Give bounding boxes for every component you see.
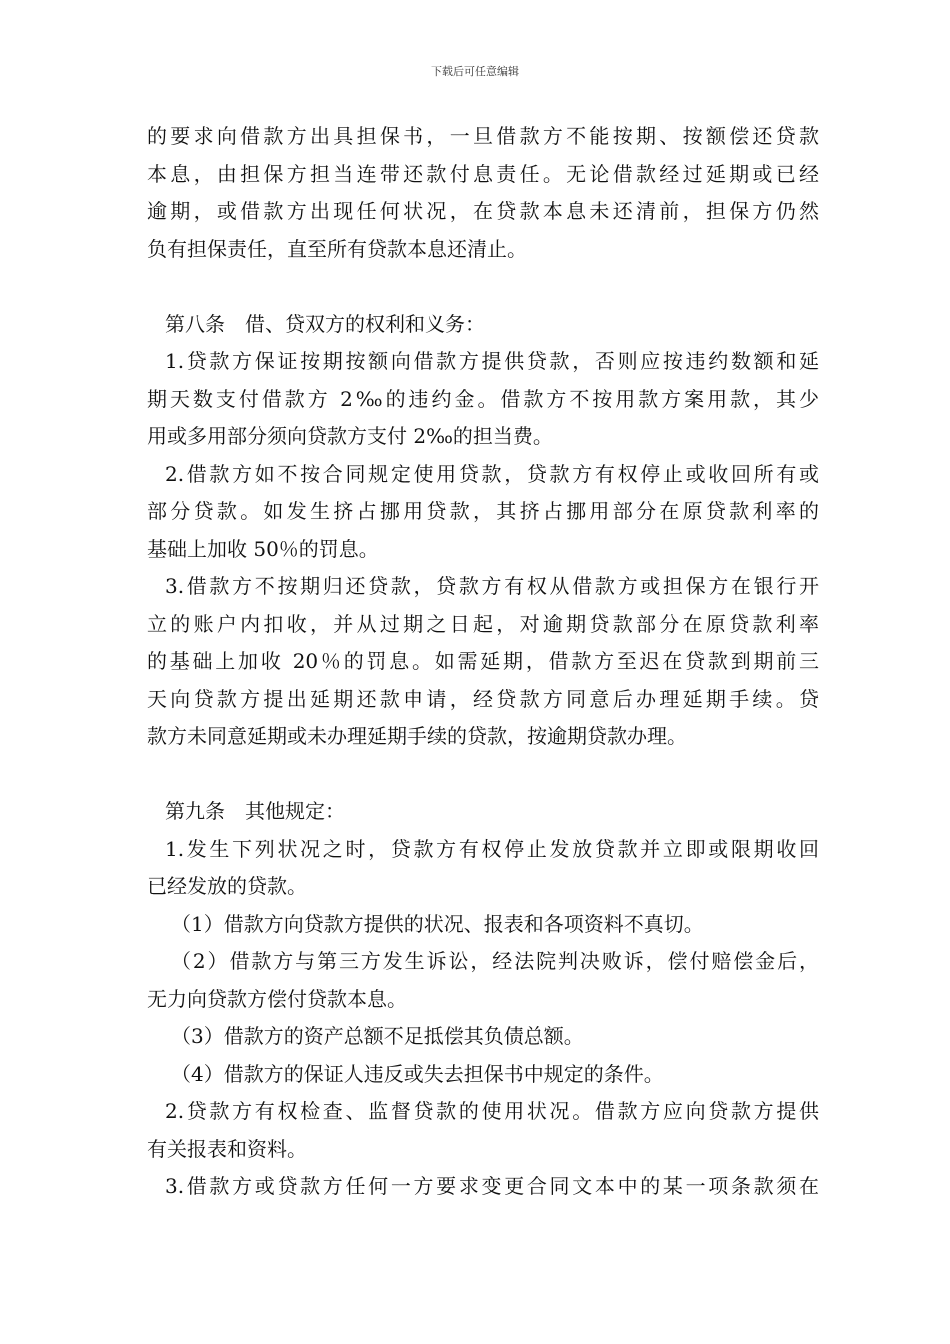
text-line: 的要求向借款方出具担保书，一旦借款方不能按期、按额偿还贷款 bbox=[147, 124, 819, 148]
text-line: 2.借款方如不按合同规定使用贷款，贷款方有权停止或收回所有或 bbox=[165, 461, 819, 486]
text-line: 天向贷款方提出延期还款申请，经贷款方同意后办理延期手续。贷 bbox=[147, 686, 819, 711]
text-line: 逾期，或借款方出现任何状况，在贷款本息未还清前，担保方仍然 bbox=[147, 199, 819, 223]
text-line: （4）借款方的保证人违反或失去担保书中规定的条件。 bbox=[171, 1061, 664, 1086]
text-line: 立的账户内扣收，并从过期之日起，对逾期贷款部分在原贷款利率 bbox=[147, 611, 819, 636]
text-line: 用或多用部分须向贷款方支付 2‰的担当费。 bbox=[147, 424, 553, 448]
text-line: 部分贷款。如发生挤占挪用贷款，其挤占挪用部分在原贷款利率的 bbox=[147, 499, 819, 523]
text-line: （1）借款方向贷款方提供的状况、报表和各项资料不真切。 bbox=[171, 911, 704, 936]
text-line: 第八条 借、贷双方的权利和义务： bbox=[165, 311, 485, 336]
document-body bbox=[147, 118, 819, 1206]
text-line: 3.借款方或贷款方任何一方要求变更合同文本中的某一项条款须在 bbox=[165, 1174, 819, 1198]
text-line: 1.发生下列状况之时，贷款方有权停止发放贷款并立即或限期收回 bbox=[165, 836, 819, 861]
paragraph-gap bbox=[147, 756, 819, 794]
text-line: 有关报表和资料。 bbox=[147, 1136, 307, 1161]
text-line: 第九条 其他规定： bbox=[165, 799, 345, 823]
page-header: 下载后可任意编辑 bbox=[431, 65, 519, 78]
text-line: （2）借款方与第三方发生诉讼，经法院判决败诉，偿付赔偿金后， bbox=[171, 949, 819, 973]
text-line: 期天数支付借款方 2‰的违约金。借款方不按用款方案用款，其少 bbox=[147, 386, 819, 411]
text-line: 2.贷款方有权检查、监督贷款的使用状况。借款方应向贷款方提供 bbox=[165, 1099, 819, 1123]
text-line: 负有担保责任，直至所有贷款本息还清止。 bbox=[147, 236, 527, 261]
text-line: 的基础上加收 20％的罚息。如需延期，借款方至迟在贷款到期前三 bbox=[147, 649, 819, 673]
text-line: 款方未同意延期或未办理延期手续的贷款，按逾期贷款办理。 bbox=[147, 724, 687, 748]
text-line: 无力向贷款方偿付贷款本息。 bbox=[147, 986, 407, 1011]
text-line: （3）借款方的资产总额不足抵偿其负债总额。 bbox=[171, 1024, 584, 1048]
text-line: 1.贷款方保证按期按额向借款方提供贷款，否则应按违约数额和延 bbox=[165, 349, 819, 373]
text-line: 3.借款方不按期归还贷款，贷款方有权从借款方或担保方在银行开 bbox=[165, 574, 819, 598]
paragraph-gap bbox=[147, 268, 819, 306]
text-line: 已经发放的贷款。 bbox=[147, 874, 307, 898]
text-line: 本息，由担保方担当连带还款付息责任。无论借款经过延期或已经 bbox=[147, 161, 819, 186]
text-line: 基础上加收 50％的罚息。 bbox=[147, 536, 379, 561]
